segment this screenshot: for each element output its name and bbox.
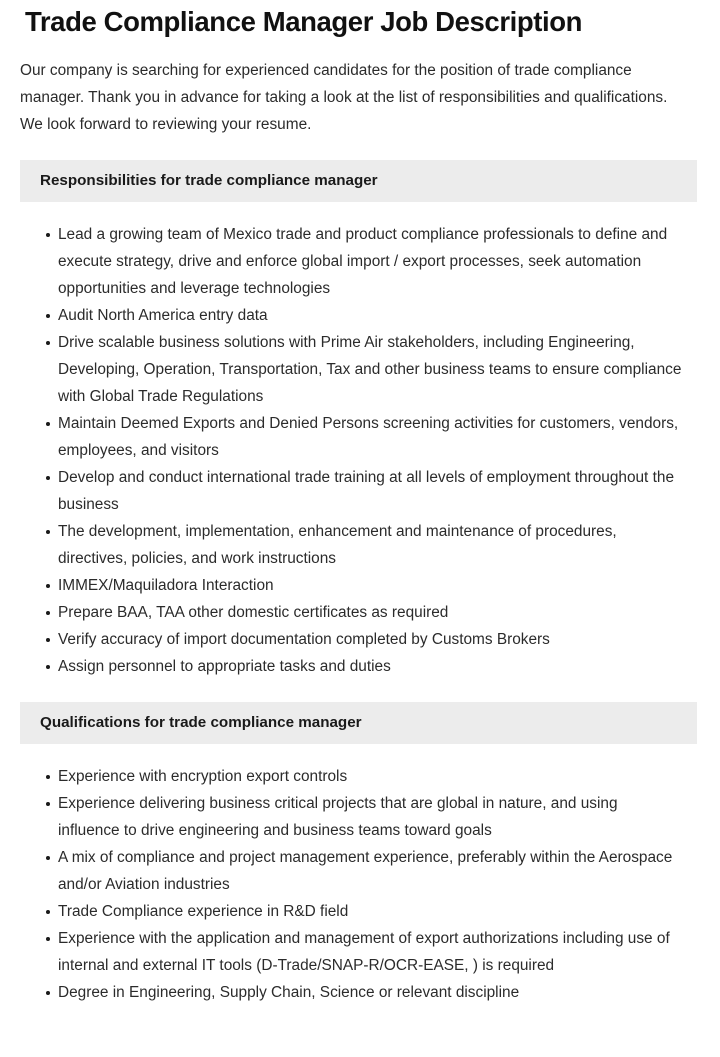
- list-item: IMMEX/Maquiladora Interaction: [46, 572, 682, 599]
- section-qualifications: [0, 702, 720, 1006]
- section-header-qualifications: [20, 702, 697, 744]
- intro-paragraph: Our company is searching for experienced candidates for the position of trade compliance manager. Thank you in advance for taking a look at the list of responsibilities and qualifications. We look forward to reviewing your resume.: [20, 62, 668, 133]
- page-title: Trade Compliance Manager Job Description: [25, 6, 583, 37]
- list-item: Experience delivering business critical projects that are global in nature, and using influence to drive engineering and business teams toward goals: [46, 790, 682, 844]
- list-item: Audit North America entry data: [46, 302, 682, 329]
- list-item: Lead a growing team of Mexico trade and product compliance professionals to define and execute strategy, drive and enforce global import / export processes, seek automation opportunities and leverage technologies: [46, 221, 682, 302]
- list-item: Trade Compliance experience in R&D field: [46, 898, 682, 925]
- list-item: Drive scalable business solutions with Prime Air stakeholders, including Engineering, Developing, Operation, Transportation, Tax and other business teams to ensure compliance with Global Trade Regulations: [46, 329, 682, 410]
- list-item: The development, implementation, enhancement and maintenance of procedures, directives, policies, and work instructions: [46, 518, 682, 572]
- section-header-responsibilities: [20, 160, 697, 202]
- list-item: Experience with encryption export controls: [46, 763, 682, 790]
- list-item: Develop and conduct international trade training at all levels of employment throughout the business: [46, 464, 682, 518]
- section-heading-text: Qualifications for trade compliance manager: [40, 714, 362, 731]
- responsibilities-list: [0, 202, 720, 680]
- list-item: Experience with the application and management of export authorizations including use of internal and external IT tools (D-Trade/SNAP-R/OCR-EASE, ) is required: [46, 925, 682, 979]
- list-item: Prepare BAA, TAA other domestic certificates as required: [46, 599, 682, 626]
- list-item: Degree in Engineering, Supply Chain, Science or relevant discipline: [46, 979, 682, 1006]
- section-heading-text: Responsibilities for trade compliance manager: [40, 172, 378, 189]
- list-item: A mix of compliance and project management experience, preferably within the Aerospace and/or Aviation industries: [46, 844, 682, 898]
- section-responsibilities: [0, 160, 720, 680]
- list-item: Assign personnel to appropriate tasks and duties: [46, 653, 682, 680]
- list-item: Maintain Deemed Exports and Denied Persons screening activities for customers, vendors, employees, and visitors: [46, 410, 682, 464]
- qualifications-list: [0, 744, 720, 1006]
- list-item: Verify accuracy of import documentation completed by Customs Brokers: [46, 626, 682, 653]
